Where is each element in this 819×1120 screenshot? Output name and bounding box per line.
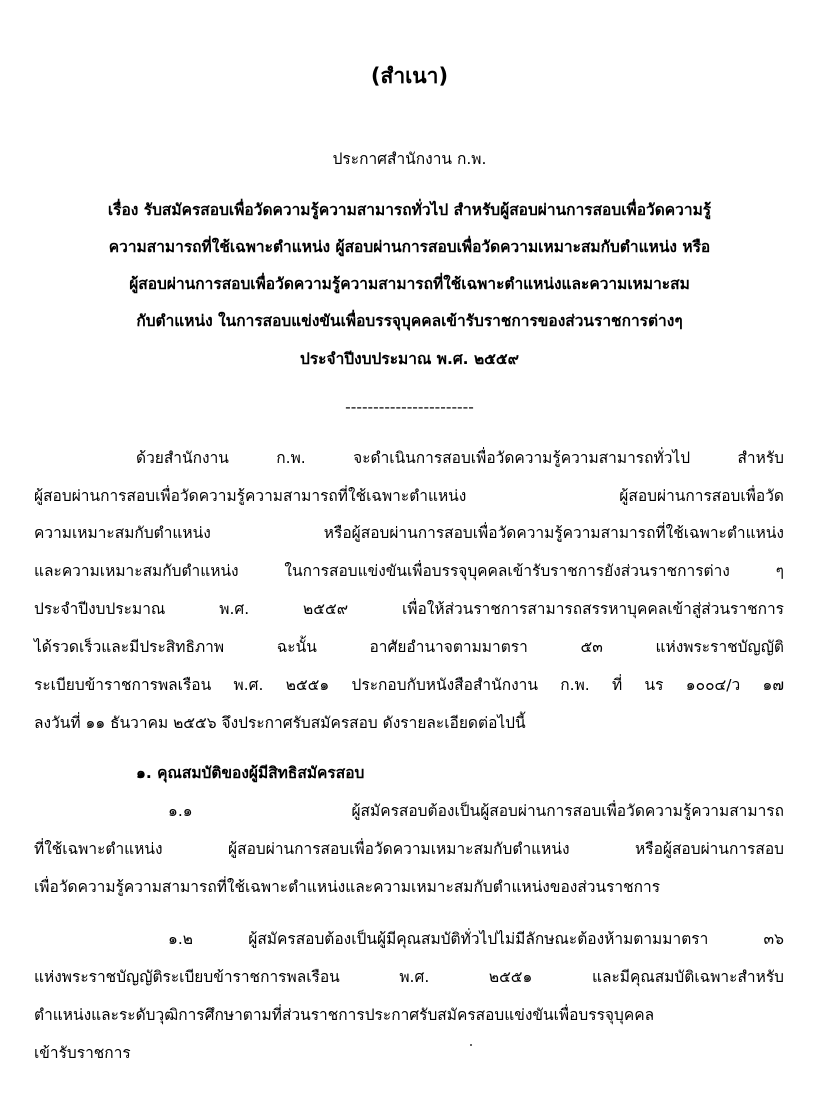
- paragraph-line: ผู้สอบผ่านการสอบเพื่อวัดความรู้ความสามารถที่ใช้เฉพาะตำแหน่ง ผู้สอบผ่านการสอบเพื่อวัด: [34, 487, 784, 505]
- separator: -----------------------: [345, 398, 474, 416]
- subject-line: เรื่อง รับสมัครสอบเพื่อวัดความรู้ความสามารถทั่วไป สำหรับผู้สอบผ่านการสอบเพื่อวัดความรู้: [107, 201, 712, 219]
- announcement-header: ประกาศสำนักงาน ก.พ.: [332, 150, 487, 168]
- paragraph-line: ตำแหน่งและระดับวุฒิการศึกษาตามที่ส่วนราชการประกาศรับสมัครสอบแข่งขันเพื่อบรรจุบุคคล: [34, 1006, 655, 1024]
- subject-line: ผู้สอบผ่านการสอบเพื่อวัดความรู้ความสามารถที่ใช้เฉพาะตำแหน่งและความเหมาะสม: [129, 275, 690, 293]
- paragraph-line: ลงวันที่ ๑๑ ธันวาคม ๒๕๕๖ จึงประกาศรับสมัครสอบ ดังรายละเอียดต่อไปนี้: [34, 714, 526, 732]
- section-heading: ๑. คุณสมบัติของผู้มีสิทธิสมัครสอบ: [136, 764, 365, 782]
- paragraph-line: ความเหมาะสมกับตำแหน่ง หรือผู้สอบผ่านการสอบเพื่อวัดความรู้ความสามารถที่ใช้เฉพาะตำแหน่ง: [34, 524, 784, 542]
- speck-mark: [470, 1044, 472, 1046]
- paragraph-line: ด้วยสำนักงาน ก.พ. จะดำเนินการสอบเพื่อวัดความรู้ความสามารถทั่วไป สำหรับ: [136, 449, 784, 467]
- paragraph-line: ที่ใช้เฉพาะตำแหน่ง ผู้สอบผ่านการสอบเพื่อวัดความเหมาะสมกับตำแหน่ง หรือผู้สอบผ่านการสอบ: [34, 840, 784, 858]
- paragraph-line: ระเบียบข้าราชการพลเรือน พ.ศ. ๒๕๕๑ ประกอบกับหนังสือสำนักงาน ก.พ. ที่ นร ๑๐๐๔/ว ๑๗: [34, 676, 784, 694]
- subject-line: ประจำปีงบประมาณ พ.ศ. ๒๕๕๙: [300, 350, 519, 368]
- paragraph-line: ได้รวดเร็วและมีประสิทธิภาพ ฉะนั้น อาศัยอำนาจตามมาตรา ๕๓ แห่งพระราชบัญญัติ: [34, 638, 784, 656]
- paragraph-line: ประจำปีงบประมาณ พ.ศ. ๒๕๕๙ เพื่อให้ส่วนราชการสามารถสรรหาบุคคลเข้าสู่ส่วนราชการ: [34, 600, 784, 618]
- paragraph-line: ๑.๑ ผู้สมัครสอบต้องเป็นผู้สอบผ่านการสอบเพื่อวัดความรู้ความสามารถ: [168, 802, 784, 820]
- subject-line: กับตำแหน่ง ในการสอบแข่งขันเพื่อบรรจุบุคคลเข้ารับราชการของส่วนราชการต่างๆ: [136, 312, 683, 330]
- copy-label: (สำเนา): [370, 64, 449, 88]
- paragraph-line: เข้ารับราชการ: [34, 1044, 131, 1062]
- paragraph-line: ๑.๒ ผู้สมัครสอบต้องเป็นผู้มีคุณสมบัติทั่วไปไม่มีลักษณะต้องห้ามตามมาตรา ๓๖: [168, 930, 784, 948]
- paragraph-line: และความเหมาะสมกับตำแหน่ง ในการสอบแข่งขันเพื่อบรรจุบุคคลเข้ารับราชการยังส่วนราชการต่าง ๆ: [34, 562, 784, 580]
- paragraph-line: เพื่อวัดความรู้ความสามารถที่ใช้เฉพาะตำแหน่งและความเหมาะสมกับตำแหน่งของส่วนราชการ: [34, 878, 661, 896]
- paragraph-line: แห่งพระราชบัญญัติระเบียบข้าราชการพลเรือน พ.ศ. ๒๕๕๑ และมีคุณสมบัติเฉพาะสำหรับ: [34, 968, 784, 986]
- subject-line: ความสามารถที่ใช้เฉพาะตำแหน่ง ผู้สอบผ่านการสอบเพื่อวัดความเหมาะสมกับตำแหน่ง หรือ: [108, 238, 711, 256]
